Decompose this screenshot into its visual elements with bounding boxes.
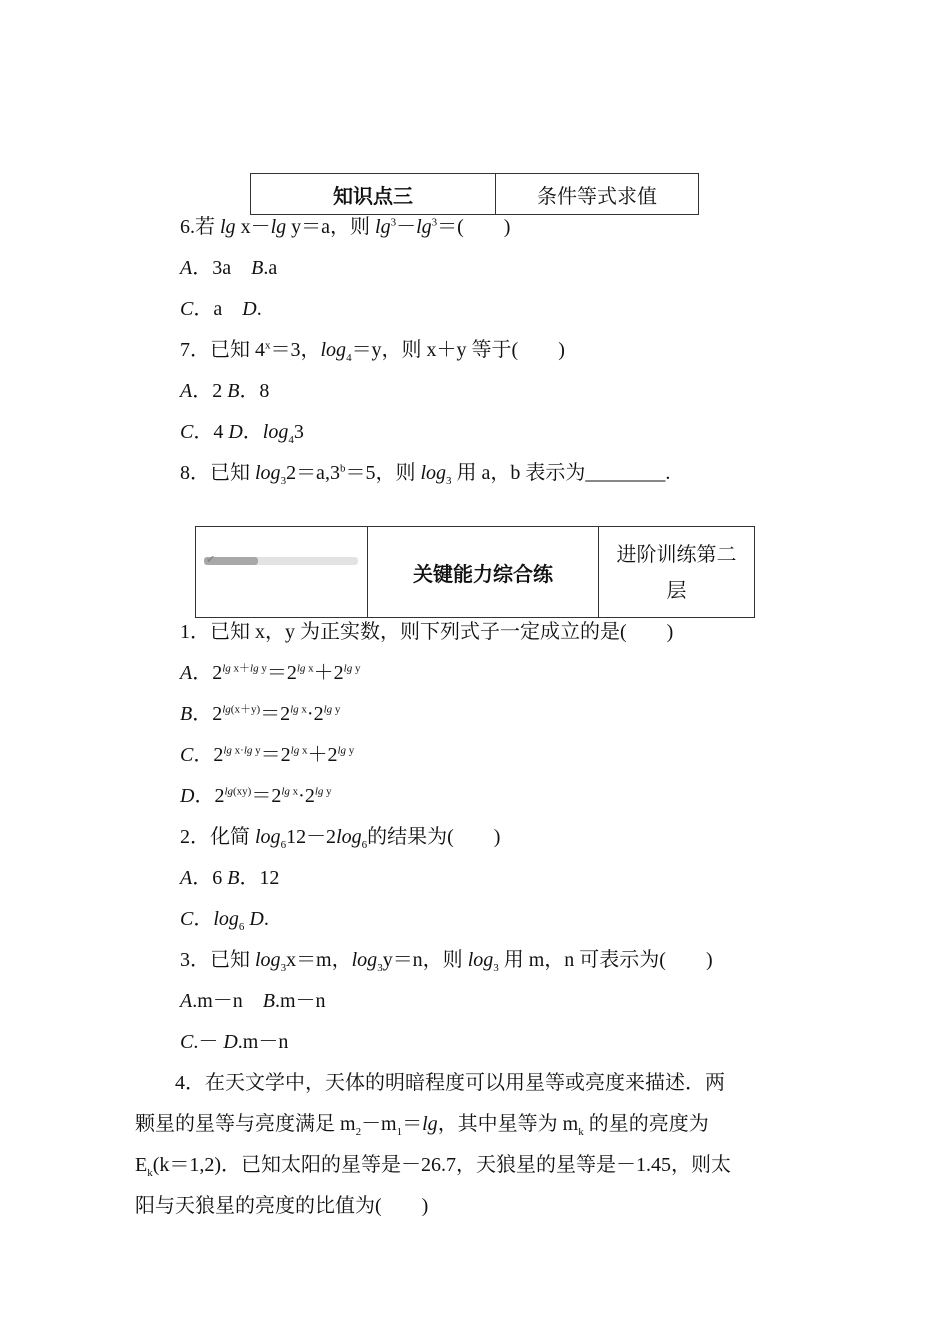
problem-3-options-cd: C.－ D.m－n: [180, 1031, 289, 1053]
problem-4-line-3: $E_k(k=1,2)$．已知太阳的星等是－26.7，天狼星的星等是－1.45，则太: [135, 1154, 732, 1179]
section-header-topic: 条件等式求值: [495, 174, 698, 214]
question-7: 7．已知 $4^x=3$，$\log_4=y$，则 x＋y 等于( ): [180, 339, 565, 364]
question-7-options-cd: C．4 D．$\log_43$: [180, 421, 304, 446]
practice-title: 关键能力综合练: [367, 527, 598, 617]
question-7-options-ab: A．2 B．8: [180, 380, 270, 402]
problem-1-option-d: D．$2^{lg(xy)}=2^{lg x}\cdot 2^{lg y}$: [180, 785, 332, 807]
question-6: 6.若 lg x－lg y＝a，则 $\lg^3-\lg^3=$( ): [180, 216, 511, 238]
problem-4-line-1: 4．在天文学中，天体的明暗程度可以用星等或亮度来描述．两: [135, 1072, 725, 1094]
question-6-options-cd: C．a D.: [180, 298, 262, 320]
problem-3: 3．已知 $\log_3x=m$，$\log_3y=n$，则 $\log_3$ 用 m，n 可表示为( ): [180, 949, 713, 974]
progress-bar: [204, 554, 358, 566]
practice-level: [598, 527, 754, 617]
problem-1: 1．已知 x，y 为正实数，则下列式子一定成立的是( ): [180, 621, 674, 643]
problem-4-line-2: 颗星的星等与亮度满足 $m_2-m_1=\lg$，其中星等为 $m_k$ 的星的亮度为: [135, 1113, 709, 1138]
section-header-knowledge-point: 知识点三: [333, 183, 413, 208]
progress-cell: [196, 527, 367, 617]
question-6-options-ab: A．3a B.a: [180, 257, 278, 279]
check-icon: ✔: [206, 554, 216, 566]
problem-1-option-b: B．$2^{lg(x+y)}=2^{lg x}\cdot 2^{lg y}$: [180, 703, 341, 725]
problem-1-option-a: A．$2^{lg x+lg y}=2^{lg x}+2^{lg y}$: [180, 662, 361, 684]
problem-2: 2．化简 $\log_612-2\log_6$的结果为( ): [180, 826, 501, 851]
problem-1-option-c: C．$2^{lg x\cdot lg y}=2^{lg x}+2^{lg y}$: [180, 744, 355, 766]
practice-level-line2: 层: [666, 578, 687, 602]
practice-header-table: [195, 526, 755, 618]
section-header-table: [250, 173, 699, 215]
problem-4-line-4: 阳与天狼星的亮度的比值为( ): [135, 1195, 429, 1217]
problem-2-options-cd: C．$\log_6 D$.: [180, 908, 269, 933]
problem-3-options-ab: A.m－n B.m－n: [180, 990, 326, 1012]
practice-level-line1: 进阶训练第二: [616, 542, 737, 566]
problem-2-options-ab: A．6 B．12: [180, 867, 280, 889]
question-8: 8．已知 $\log_32=a,3^b=5$，则 $\log_3$ 用 a，b 表示为________.: [180, 462, 671, 487]
